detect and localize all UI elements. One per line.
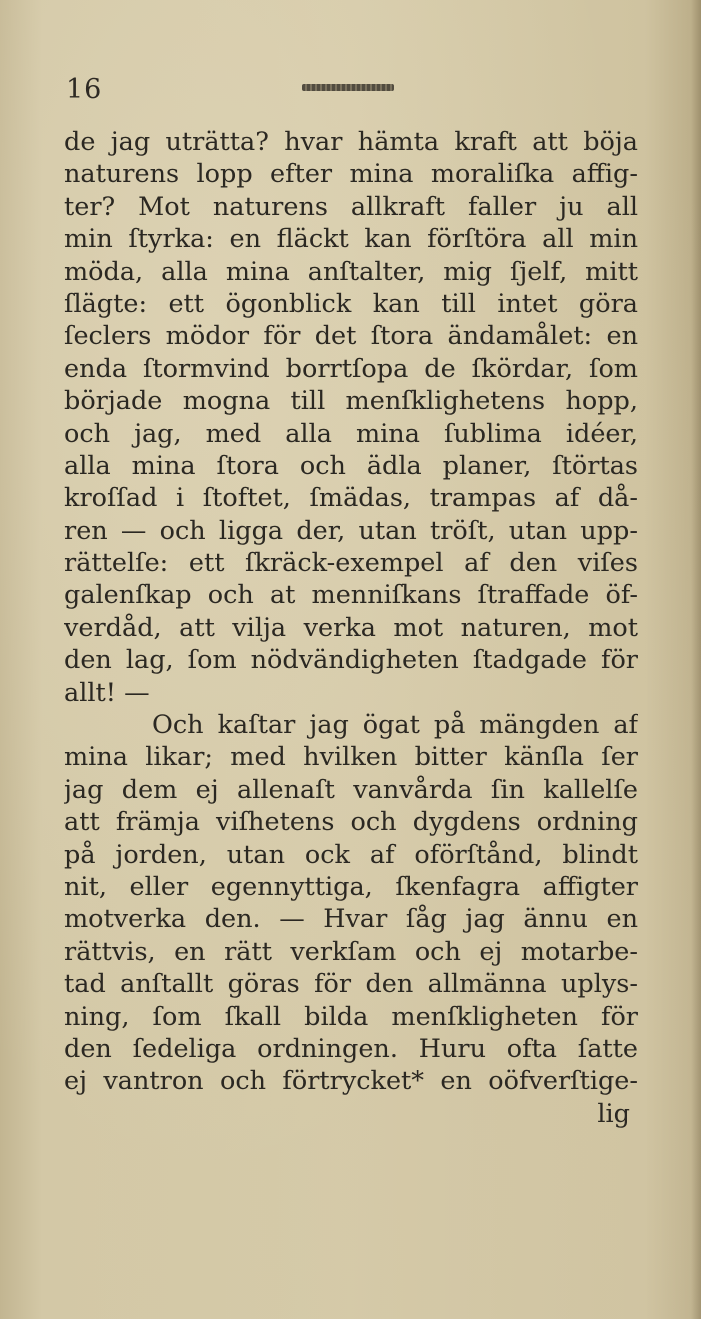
- text-line: lig: [597, 1098, 630, 1129]
- text-line: de jag uträtta? hvar hämta kraft att böja: [64, 127, 638, 157]
- text-line: galenſkap och at menniſkans ſtraffade öf-: [64, 580, 638, 611]
- text-line: motverka den. — Hvar ſåg jag ännu en: [64, 904, 638, 935]
- text-line: verdåd, att vilja verka mot naturen, mot: [64, 612, 638, 643]
- text-line: min ſtyrka: en fläckt kan förſtöra all min: [64, 224, 638, 255]
- text-line: naturens lopp efter mina moraliſka affig-: [64, 159, 638, 190]
- page-number: 16: [66, 74, 103, 105]
- text-line: mina likar; med hvilken bitter känſla ſer: [64, 742, 638, 773]
- text-line: rättelſe: ett ſkräck-exempel af den viſes: [64, 548, 638, 579]
- text-line: alla mina ſtora och ädla planer, ſtörtas: [64, 450, 638, 481]
- text-line: enda ſtormvind borrtſopa de ſkördar, ſom: [64, 353, 638, 384]
- text-line: nit, eller egennyttiga, ſkenfagra affigter: [64, 871, 638, 902]
- body-text: [64, 126, 638, 1130]
- text-line: att främja viſhetens och dygdens ordning: [64, 807, 638, 838]
- page-gutter-shadow: [691, 0, 701, 1319]
- text-line: kroſſad i ſtoftet, ſmädas, trampas af då-: [64, 483, 638, 514]
- text-line: allt! —: [64, 677, 150, 708]
- text-line: ej vantron och förtrycket* en oöfverſtige-: [64, 1066, 638, 1097]
- text-line: ſlägte: ett ögonblick kan till intet göra: [64, 288, 638, 319]
- text-line: på jorden, utan ock af oförſtånd, blindt: [64, 839, 638, 870]
- text-line: ning, ſom ſkall bilda menſkligheten för: [64, 1001, 638, 1032]
- text-line: började mogna till menſklighetens hopp,: [64, 386, 638, 417]
- header-ornament: [302, 84, 394, 91]
- text-line: tad anſtallt göras för den allmänna uplys-: [64, 969, 638, 1000]
- text-line: Och kaſtar jag ögat på mängden af: [152, 710, 638, 741]
- text-line: ter? Mot naturens allkraft faller ju all: [64, 191, 638, 222]
- text-line: och jag, med alla mina ſublima idéer,: [64, 418, 638, 449]
- text-line: rättvis, en rätt verkſam och ej motarbe-: [64, 936, 638, 967]
- text-line: den ſedeliga ordningen. Huru ofta ſatte: [64, 1033, 638, 1064]
- text-line: den lag, ſom nödvändigheten ſtadgade för: [64, 645, 638, 676]
- text-line: jag dem ej allenaſt vanvårda ſin kallelſe: [64, 774, 638, 805]
- text-line: ren — och ligga der, utan tröſt, utan upp-: [64, 515, 638, 546]
- text-line: ſeclers mödor för det ſtora ändamålet: en: [64, 321, 638, 352]
- text-line: möda, alla mina anſtalter, mig ſjelf, mitt: [64, 256, 638, 287]
